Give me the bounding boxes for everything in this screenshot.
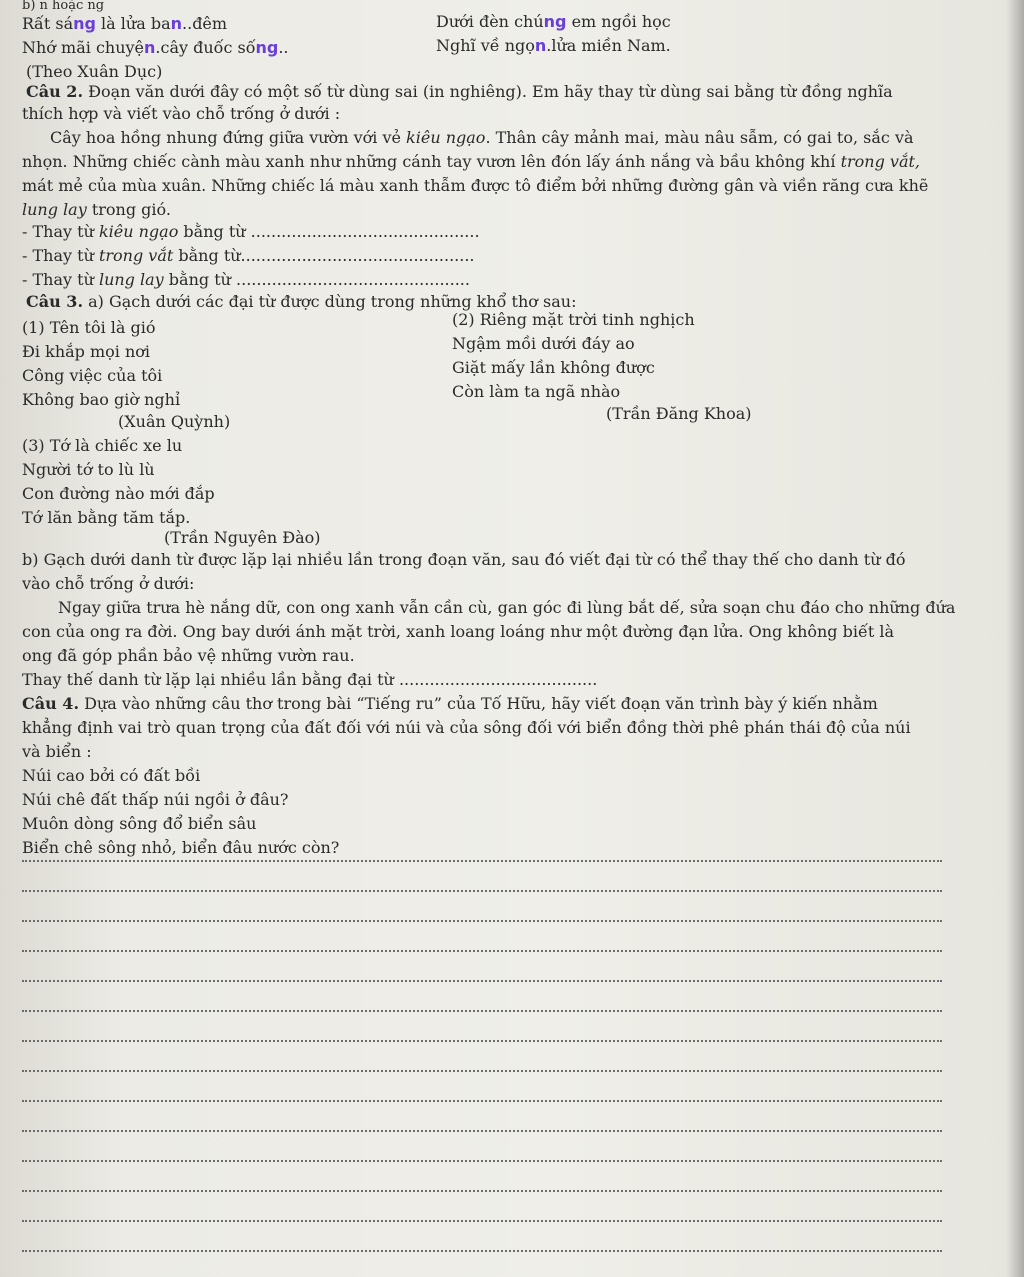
answer-line[interactable] (22, 1070, 942, 1072)
answer-line[interactable] (22, 1220, 942, 1222)
poem-line-1: Rất sáng là lửa ban..đêm (22, 14, 228, 33)
answer-line[interactable] (22, 890, 942, 892)
q4-poem-line: Muôn dòng sông đổ biển sâu (22, 814, 257, 833)
poem1-line: (1) Tên tôi là gió (22, 318, 156, 337)
poem2-line: Còn làm ta ngã nhào (452, 382, 621, 401)
handwritten-n: n (170, 14, 183, 33)
poem2-line: Giặt mấy lần không được (452, 358, 655, 377)
q3-paragraph-line-3: ong đã góp phần bảo vệ những vườn rau. (22, 646, 355, 665)
poem-right-line-2: Nghĩ về ngọn.lửa miền Nam. (436, 36, 671, 55)
q2-intro-line-1: Câu 2. Đoạn văn dưới đây có một số từ dùng sai (in nghiêng). Em hãy thay từ dùng sai bằng từ đồng nghĩa (26, 82, 893, 101)
poem1-source: (Xuân Quỳnh) (118, 412, 231, 431)
q2-intro-line-2: thích hợp và viết vào chỗ trống ở dưới : (22, 104, 341, 123)
poem3-line: Con đường nào mới đắp (22, 484, 215, 503)
handwritten-ng: ng (543, 12, 567, 31)
q2-paragraph-line-2: nhọn. Những chiếc cành màu xanh như những cánh tay vươn lên đón lấy ánh nắng và bầu không khí trong vắt, (22, 152, 920, 171)
poem-line-2: Nhớ mãi chuyện.cây đuốc sống.. (22, 38, 289, 57)
answer-line[interactable] (22, 950, 942, 952)
poem3-source: (Trần Nguyên Đào) (164, 528, 321, 547)
answer-line[interactable] (22, 1010, 942, 1012)
handwritten-n: n (144, 38, 156, 57)
answer-line[interactable] (22, 1130, 942, 1132)
handwritten-n: n (534, 36, 547, 55)
poem2-line: (2) Riêng mặt trời tinh nghịch (452, 310, 695, 329)
q4-poem-line: Núi chê đất thấp núi ngồi ở đâu? (22, 790, 289, 809)
q4-line-2: khẳng định vai trò quan trọng của đất đối với núi và của sông đối với biển đồng thời phê phán thái độ của núi (22, 718, 911, 737)
q4-label: Câu 4. (22, 694, 80, 713)
poem1-line: Đi khắp mọi nơi (22, 342, 151, 361)
answer-line[interactable] (22, 1250, 942, 1252)
q3-part-b-line-2: vào chỗ trống ở dưới: (22, 574, 195, 593)
answer-line[interactable] (22, 1190, 942, 1192)
page-edge-shadow (1006, 0, 1024, 1277)
q3-label: Câu 3. (26, 292, 84, 311)
answer-line[interactable] (22, 1040, 942, 1042)
q3-answer-line: Thay thế danh từ lặp lại nhiều lần bằng đại từ ....................................... (22, 670, 598, 689)
poem-source: (Theo Xuân Dục) (26, 62, 163, 81)
q3-part-a: Câu 3. a) Gạch dưới các đại từ được dùng trong những khổ thơ sau: (26, 292, 577, 311)
poem2-line: Ngậm mồi dưới đáy ao (452, 334, 635, 353)
poem2-source: (Trần Đăng Khoa) (606, 404, 752, 423)
q2-answer-3: - Thay từ lung lay bằng từ .............................................. (22, 270, 470, 289)
q4-line-3: và biển : (22, 742, 92, 761)
cut-header: b) n hoặc ng (22, 0, 105, 13)
q2-paragraph-line-4: lung lay trong gió. (22, 200, 171, 219)
q2-paragraph-line-3: mát mẻ của mùa xuân. Những chiếc lá màu xanh thẫm được tô điểm bởi những đường gân và viền răng cưa khẽ (22, 176, 929, 195)
q3-paragraph-line-1: Ngay giữa trưa hè nắng dữ, con ong xanh vẫn cần cù, gan góc đi lùng bắt dế, sửa soạn chu đáo cho những đứa (58, 598, 956, 617)
answer-line[interactable] (22, 980, 942, 982)
handwritten-ng: ng (255, 38, 279, 57)
q4-poem-line: Biển chê sông nhỏ, biển đâu nước còn? (22, 838, 340, 857)
answer-line[interactable] (22, 1100, 942, 1102)
q4-line-1: Câu 4. Dựa vào những câu thơ trong bài “Tiếng ru” của Tố Hữu, hãy viết đoạn văn trình bày ý kiến nhằm (22, 694, 878, 713)
q2-answer-2: - Thay từ trong vắt bằng từ.............................................. (22, 246, 475, 265)
q4-poem-line: Núi cao bởi có đất bồi (22, 766, 201, 785)
q3-part-b-line-1: b) Gạch dưới danh từ được lặp lại nhiều lần trong đoạn văn, sau đó viết đại từ có thể thay thế cho danh từ đó (22, 550, 906, 569)
answer-line[interactable] (22, 1160, 942, 1162)
poem1-line: Không bao giờ nghỉ (22, 390, 181, 409)
q2-answer-1: - Thay từ kiêu ngạo bằng từ ............................................. (22, 222, 480, 241)
answer-line[interactable] (22, 920, 942, 922)
poem3-line: (3) Tớ là chiếc xe lu (22, 436, 183, 455)
q3-paragraph-line-2: con của ong ra đời. Ong bay dưới ánh mặt trời, xanh loang loáng như một đường đạn lửa. Ong không biết là (22, 622, 895, 641)
q2-paragraph-line-1: Cây hoa hồng nhung đứng giữa vườn với vẻ kiêu ngạo. Thân cây mảnh mai, màu nâu sẫm, có gai to, sắc và (50, 128, 914, 147)
poem3-line: Tớ lăn bằng tăm tắp. (22, 508, 191, 527)
q2-label: Câu 2. (26, 82, 84, 101)
handwritten-ng: ng (73, 14, 96, 33)
poem3-line: Người tớ to lù lù (22, 460, 155, 479)
poem-right-line-1: Dưới đèn chúng em ngồi học (436, 12, 671, 31)
answer-line[interactable] (22, 860, 942, 862)
poem1-line: Công việc của tôi (22, 366, 163, 385)
